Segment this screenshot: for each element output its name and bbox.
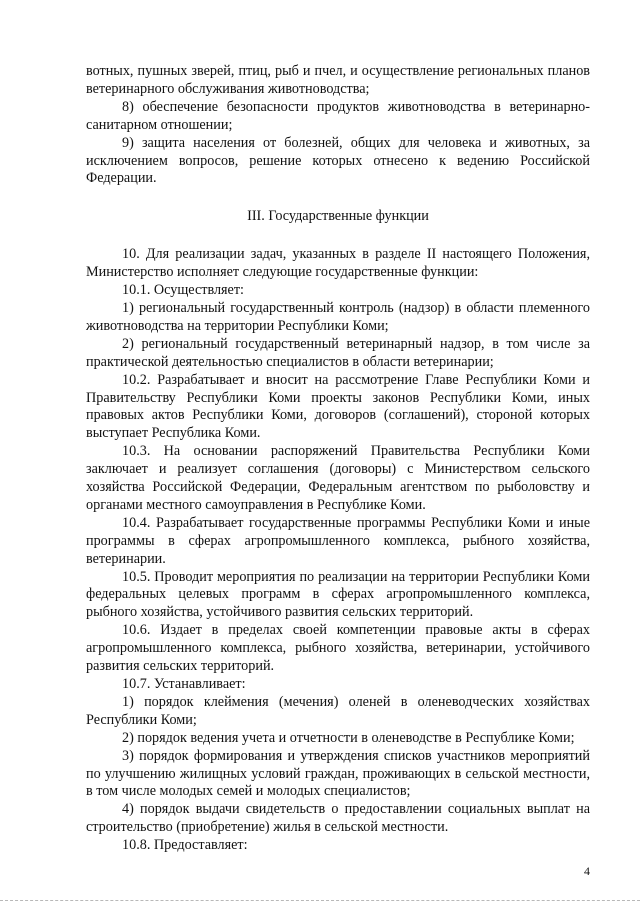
paragraph-10-7-item-2: 2) порядок ведения учета и отчетности в оленеводстве в Республике Коми; bbox=[122, 729, 575, 746]
section-heading: III. Государственные функции bbox=[247, 208, 429, 225]
paragraph-10-6: 10.6. Издает в пределах своей компетенции правовые акты в сферах агропромышленного комплекса, рыбного хозяйства, ветеринарии, устойчивого развития сельских территорий. bbox=[86, 622, 590, 675]
paragraph-10: 10. Для реализации задач, указанных в разделе II настоящего Положения, Министерство исполняет следующие государственные функции: bbox=[86, 246, 590, 281]
paragraph-10-4: 10.4. Разрабатывает государственные программы Республики Коми и иные программы в сферах агропромышленного комплекса, рыбного хозяйства, ветеринарии. bbox=[86, 514, 590, 567]
paragraph-10-7: 10.7. Устанавливает: bbox=[122, 676, 246, 692]
paragraph-10-1: 10.1. Осуществляет: bbox=[122, 282, 244, 299]
page-number: 4 bbox=[584, 864, 590, 878]
paragraph-10-5: 10.5. Проводит мероприятия по реализации на территории Республики Коми федеральных целевых программ в сферах агропромышленного комплекса, рыбного хозяйства, устойчивого развития сельских территорий. bbox=[86, 568, 590, 621]
scan-edge-divider bbox=[0, 900, 640, 901]
paragraph-10-7-item-1: 1) порядок клеймения (мечения) оленей в оленеводческих хозяйствах Республики Коми; bbox=[86, 693, 590, 728]
paragraph-continuation: вотных, пушных зверей, птиц, рыб и пчел, и осуществление региональных планов ветеринарного обслуживания животноводства; bbox=[86, 63, 590, 97]
paragraph-10-3: 10.3. На основании распоряжений Правительства Республики Коми заключает и реализует соглашения (договоры) с Министерством сельского хозяйства Российской Федерации, Федеральным агентством по рыболовству и органами местного самоуправления в Республике Коми. bbox=[86, 443, 590, 513]
paragraph-item-9: 9) защита населения от болезней, общих для человека и животных, за исключением вопросов, решение которых отнесено к ведению Российской Федерации. bbox=[86, 134, 590, 187]
paragraph-10-1-item-2: 2) региональный государственный ветеринарный надзор, в том числе за практической деятельностью специалистов в области ветеринарии; bbox=[86, 335, 590, 370]
paragraph-item-8: 8) обеспечение безопасности продуктов животноводства в ветеринарно-санитарном отношении; bbox=[86, 98, 590, 133]
paragraph-10-1-item-1: 1) региональный государственный контроль (надзор) в области племенного животноводства на территории Республики Коми; bbox=[86, 299, 590, 334]
document-body bbox=[86, 63, 590, 855]
paragraph-10-7-item-3: 3) порядок формирования и утверждения списков участников мероприятий по улучшению жилищных условий граждан, проживающих в сельской местности, в том числе молодых семей и молодых специалистов; bbox=[86, 747, 590, 800]
paragraph-10-7-item-4: 4) порядок выдачи свидетельств о предоставлении социальных выплат на строительство (приобретение) жилья в сельской местности. bbox=[86, 801, 590, 836]
paragraph-10-8: 10.8. Предоставляет: bbox=[122, 837, 248, 854]
paragraph-10-2: 10.2. Разрабатывает и вносит на рассмотрение Главе Республики Коми и Правительству Республики Коми проекты законов Республики Коми, иных правовых актов Республики Коми, договоров (соглашений), стороной которых выступает Республика Коми. bbox=[86, 371, 590, 442]
